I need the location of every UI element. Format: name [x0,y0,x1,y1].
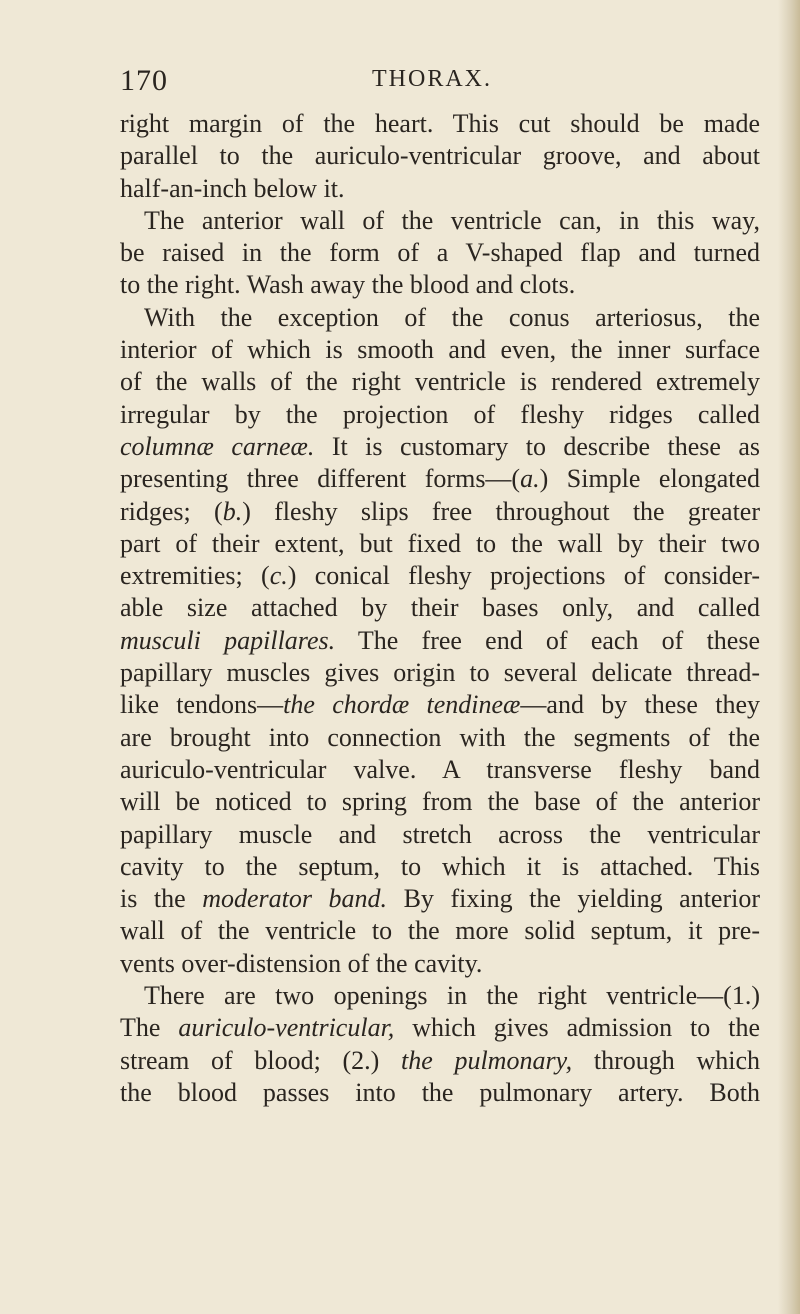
text-segment: of the walls of the right ventricle is rendered extremely [120,367,760,397]
text-line [120,592,760,624]
text-line [120,302,760,334]
text-line [120,657,760,689]
text-line [120,786,760,818]
text-line [120,205,760,237]
text-segment: By fixing the yielding anterior [387,884,761,914]
text-line [120,980,760,1012]
italic-term: columnæ carneæ. [120,431,315,461]
text-line [120,269,760,301]
text-line [120,463,760,495]
text-segment: part of their extent, but fixed to the wall by their two [120,528,760,558]
text-segment: ) conical fleshy projections of consider- [287,561,760,591]
italic-term: musculi papillares. [120,625,336,655]
text-segment: half-an-inch below it. [120,173,345,203]
text-line [120,496,760,528]
text-line [120,108,760,140]
text-segment: interior of which is smooth and even, the inner surface [120,335,760,365]
text-line [120,851,760,883]
page-edge-shadow [778,0,800,1314]
italic-term: auriculo-ventricular, [178,1013,395,1043]
text-line [120,334,760,366]
text-segment: —and by these they [520,690,760,720]
text-segment: parallel to the auriculo-ventricular groove, and about [120,141,760,171]
text-line [120,560,760,592]
text-segment: The free end of each of these [335,625,760,655]
text-segment: papillary muscle and stretch across the ventricular [120,819,760,849]
italic-term: the chordæ tendineæ [283,690,521,720]
text-segment: right margin of the heart. This cut should be made [120,109,760,138]
text-line [120,528,760,560]
italic-term: c. [269,561,288,591]
page-number: 170 [120,64,168,97]
italic-term: b. [222,496,243,526]
italic-term: a. [520,464,540,494]
text-segment: ridges; ( [120,496,223,526]
text-line [120,819,760,851]
text-segment: wall of the ventricle to the more solid septum, it pre- [120,916,760,946]
text-segment: the blood passes into the pulmonary artery. Both [120,1077,760,1107]
text-line [120,754,760,786]
text-segment: through which [572,1045,760,1075]
text-segment: It is customary to describe these as [314,431,760,461]
body-text [120,108,760,1109]
text-line [120,431,760,463]
italic-term: the pulmonary, [401,1045,573,1075]
text-segment: able size attached by their bases only, and called [120,593,760,623]
text-line [120,625,760,657]
text-segment: The [120,1013,179,1043]
text-segment: are brought into connection with the segments of the [120,722,760,752]
text-line [120,366,760,398]
text-line [120,237,760,269]
text-segment: The anterior wall of the ventricle can, in this way, [144,205,760,235]
text-segment: will be noticed to spring from the base of the anterior [120,787,760,817]
text-line [120,915,760,947]
text-line [120,1012,760,1044]
text-segment: be raised in the form of a V-shaped flap and turned [120,238,760,268]
text-segment: to the right. Wash away the blood and clots. [120,270,576,300]
text-line [120,722,760,754]
text-segment: vents over-distension of the cavity. [120,948,483,978]
text-segment: With the exception of the conus arteriosus, the [144,302,760,332]
text-line [120,689,760,721]
text-segment: auriculo-ventricular valve. A transverse fleshy band [120,754,760,784]
text-line [120,948,760,980]
running-head: THORAX. [372,66,492,92]
text-segment: irregular by the projection of fleshy ridges called [120,399,760,429]
text-segment: There are two openings in the right ventricle—(1.) [144,981,760,1011]
text-segment: is the [120,884,203,914]
text-line [120,140,760,172]
text-segment: which gives admission to the [394,1013,760,1043]
italic-term: moderator band. [202,884,388,914]
text-line [120,883,760,915]
page-header [120,58,760,98]
text-segment: presenting three different forms—( [120,464,521,494]
text-segment: extremities; ( [120,561,270,591]
text-line [120,173,760,205]
text-line [120,1077,760,1109]
text-segment: ) Simple elongated [539,464,760,494]
text-segment: stream of blood; (2.) [120,1045,401,1075]
text-segment: cavity to the septum, to which it is attached. This [120,851,760,881]
text-segment: papillary muscles gives origin to several delicate thread- [120,658,760,688]
text-line [120,1045,760,1077]
text-line [120,399,760,431]
text-segment: ) fleshy slips free throughout the greater [242,496,761,526]
text-segment: like tendons— [120,690,284,720]
